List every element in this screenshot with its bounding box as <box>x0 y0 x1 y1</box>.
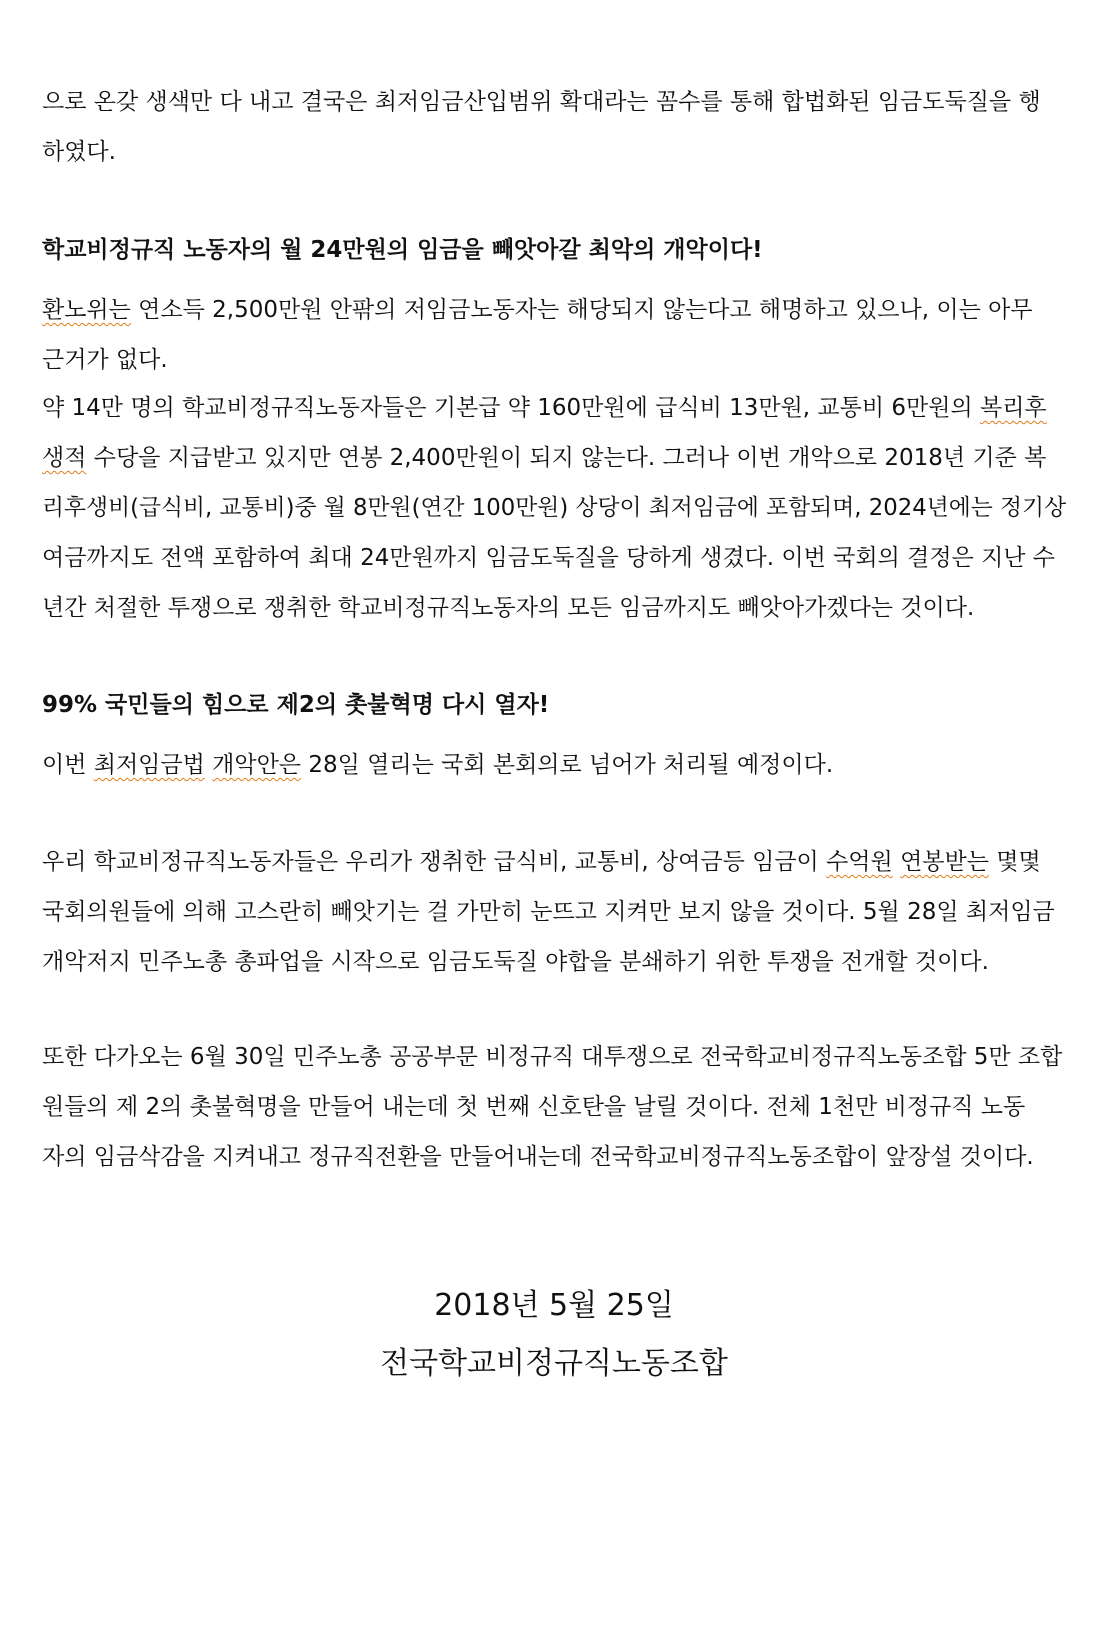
paragraph-struggle <box>42 1032 1066 1182</box>
text-line: 여금까지도 전액 포함하여 최대 24만원까지 임금도둑질을 당하게 생겼다. 이번 국회의 결정은 지난 수 <box>42 545 1056 571</box>
spellcheck-word: 연봉받는 <box>900 849 989 875</box>
spellcheck-word: 최저임금법 <box>93 752 205 778</box>
text-line: 하였다. <box>42 139 116 165</box>
signature-organization: 전국학교비정규직노동조합 <box>380 1346 728 1381</box>
text-segment: 28일 열리는 국회 본회의로 넘어가 처리될 예정이다. <box>301 752 834 778</box>
paragraph-strike <box>42 837 1066 987</box>
text-segment: 수당을 지급받고 있지만 연봉 2,400만원이 되지 않는다. 그러나 이번 개악으로 2018년 기준 복 <box>86 445 1047 471</box>
paragraph-wages <box>42 383 1066 633</box>
text-line <box>42 433 1066 483</box>
text-line: 년간 처절한 투쟁으로 쟁취한 학교비정규직노동자의 모든 임금까지도 빼앗아가겠다는 것이다. <box>42 595 975 621</box>
spellcheck-word: 수억원 <box>826 849 893 875</box>
spellcheck-word: 생적 <box>42 445 87 471</box>
text-line <box>42 740 1066 790</box>
text-segment: 약 14만 명의 학교비정규직노동자들은 기본급 약 160만원에 급식비 13만원, 교통비 6만원의 <box>42 395 980 421</box>
signature-date: 2018년 5월 25일 <box>434 1288 674 1323</box>
text-line: 개악저지 민주노총 총파업을 시작으로 임금도둑질 야합을 분쇄하기 위한 투쟁을 전개할 것이다. <box>42 949 989 975</box>
paragraph-committee <box>42 285 1066 385</box>
text-line: 리후생비(급식비, 교통비)중 월 8만원(연간 100만원) 상당이 최저임금에 포함되며, 2024년에는 정기상 <box>42 495 1066 521</box>
spellcheck-word: 복리후 <box>980 395 1047 421</box>
text-line <box>42 285 1066 335</box>
section-heading-1: 학교비정규직 노동자의 월 24만원의 임금을 빼앗아갈 최악의 개악이다! <box>42 237 763 263</box>
text-line: 또한 다가오는 6월 30일 민주노총 공공부문 비정규직 대투쟁으로 전국학교비정규직노동조합 5만 조합 <box>42 1044 1063 1070</box>
text-line: 근거가 없다. <box>42 347 168 373</box>
text-segment: 우리 학교비정규직노동자들은 우리가 쟁취한 급식비, 교통비, 상여금등 임금이 <box>42 849 827 875</box>
text-line: 국회의원들에 의해 고스란히 빼앗기는 걸 가만히 눈뜨고 지켜만 보지 않을 것이다. 5월 28일 최저임금 <box>42 899 1055 925</box>
text-line <box>42 383 1066 433</box>
spellcheck-word: 환노위는 <box>42 297 131 323</box>
text-segment: 이번 <box>42 752 94 778</box>
paragraph-intro <box>42 77 1066 177</box>
text-line <box>42 837 1066 887</box>
text-line: 원들의 제 2의 촛불혁명을 만들어 내는데 첫 번째 신호탄을 날릴 것이다. 전체 1천만 비정규직 노동 <box>42 1094 1026 1120</box>
section-heading-2: 99% 국민들의 힘으로 제2의 촛불혁명 다시 열자! <box>42 692 550 718</box>
text-segment: 몇몇 <box>988 849 1041 875</box>
spellcheck-word: 개악안은 <box>212 752 302 778</box>
text-line: 자의 임금삭감을 지켜내고 정규직전환을 만들어내는데 전국학교비정규직노동조합이 앞장설 것이다. <box>42 1144 1034 1170</box>
paragraph-plenary <box>42 740 1066 790</box>
text-segment: 연소득 2,500만원 안팎의 저임금노동자는 해당되지 않는다고 해명하고 있으나, 이는 아무 <box>130 297 1033 323</box>
text-line: 으로 온갖 생색만 다 내고 결국은 최저임금산입범위 확대라는 꼼수를 통해 합법화된 임금도둑질을 행 <box>42 89 1041 115</box>
text-segment <box>893 849 900 875</box>
